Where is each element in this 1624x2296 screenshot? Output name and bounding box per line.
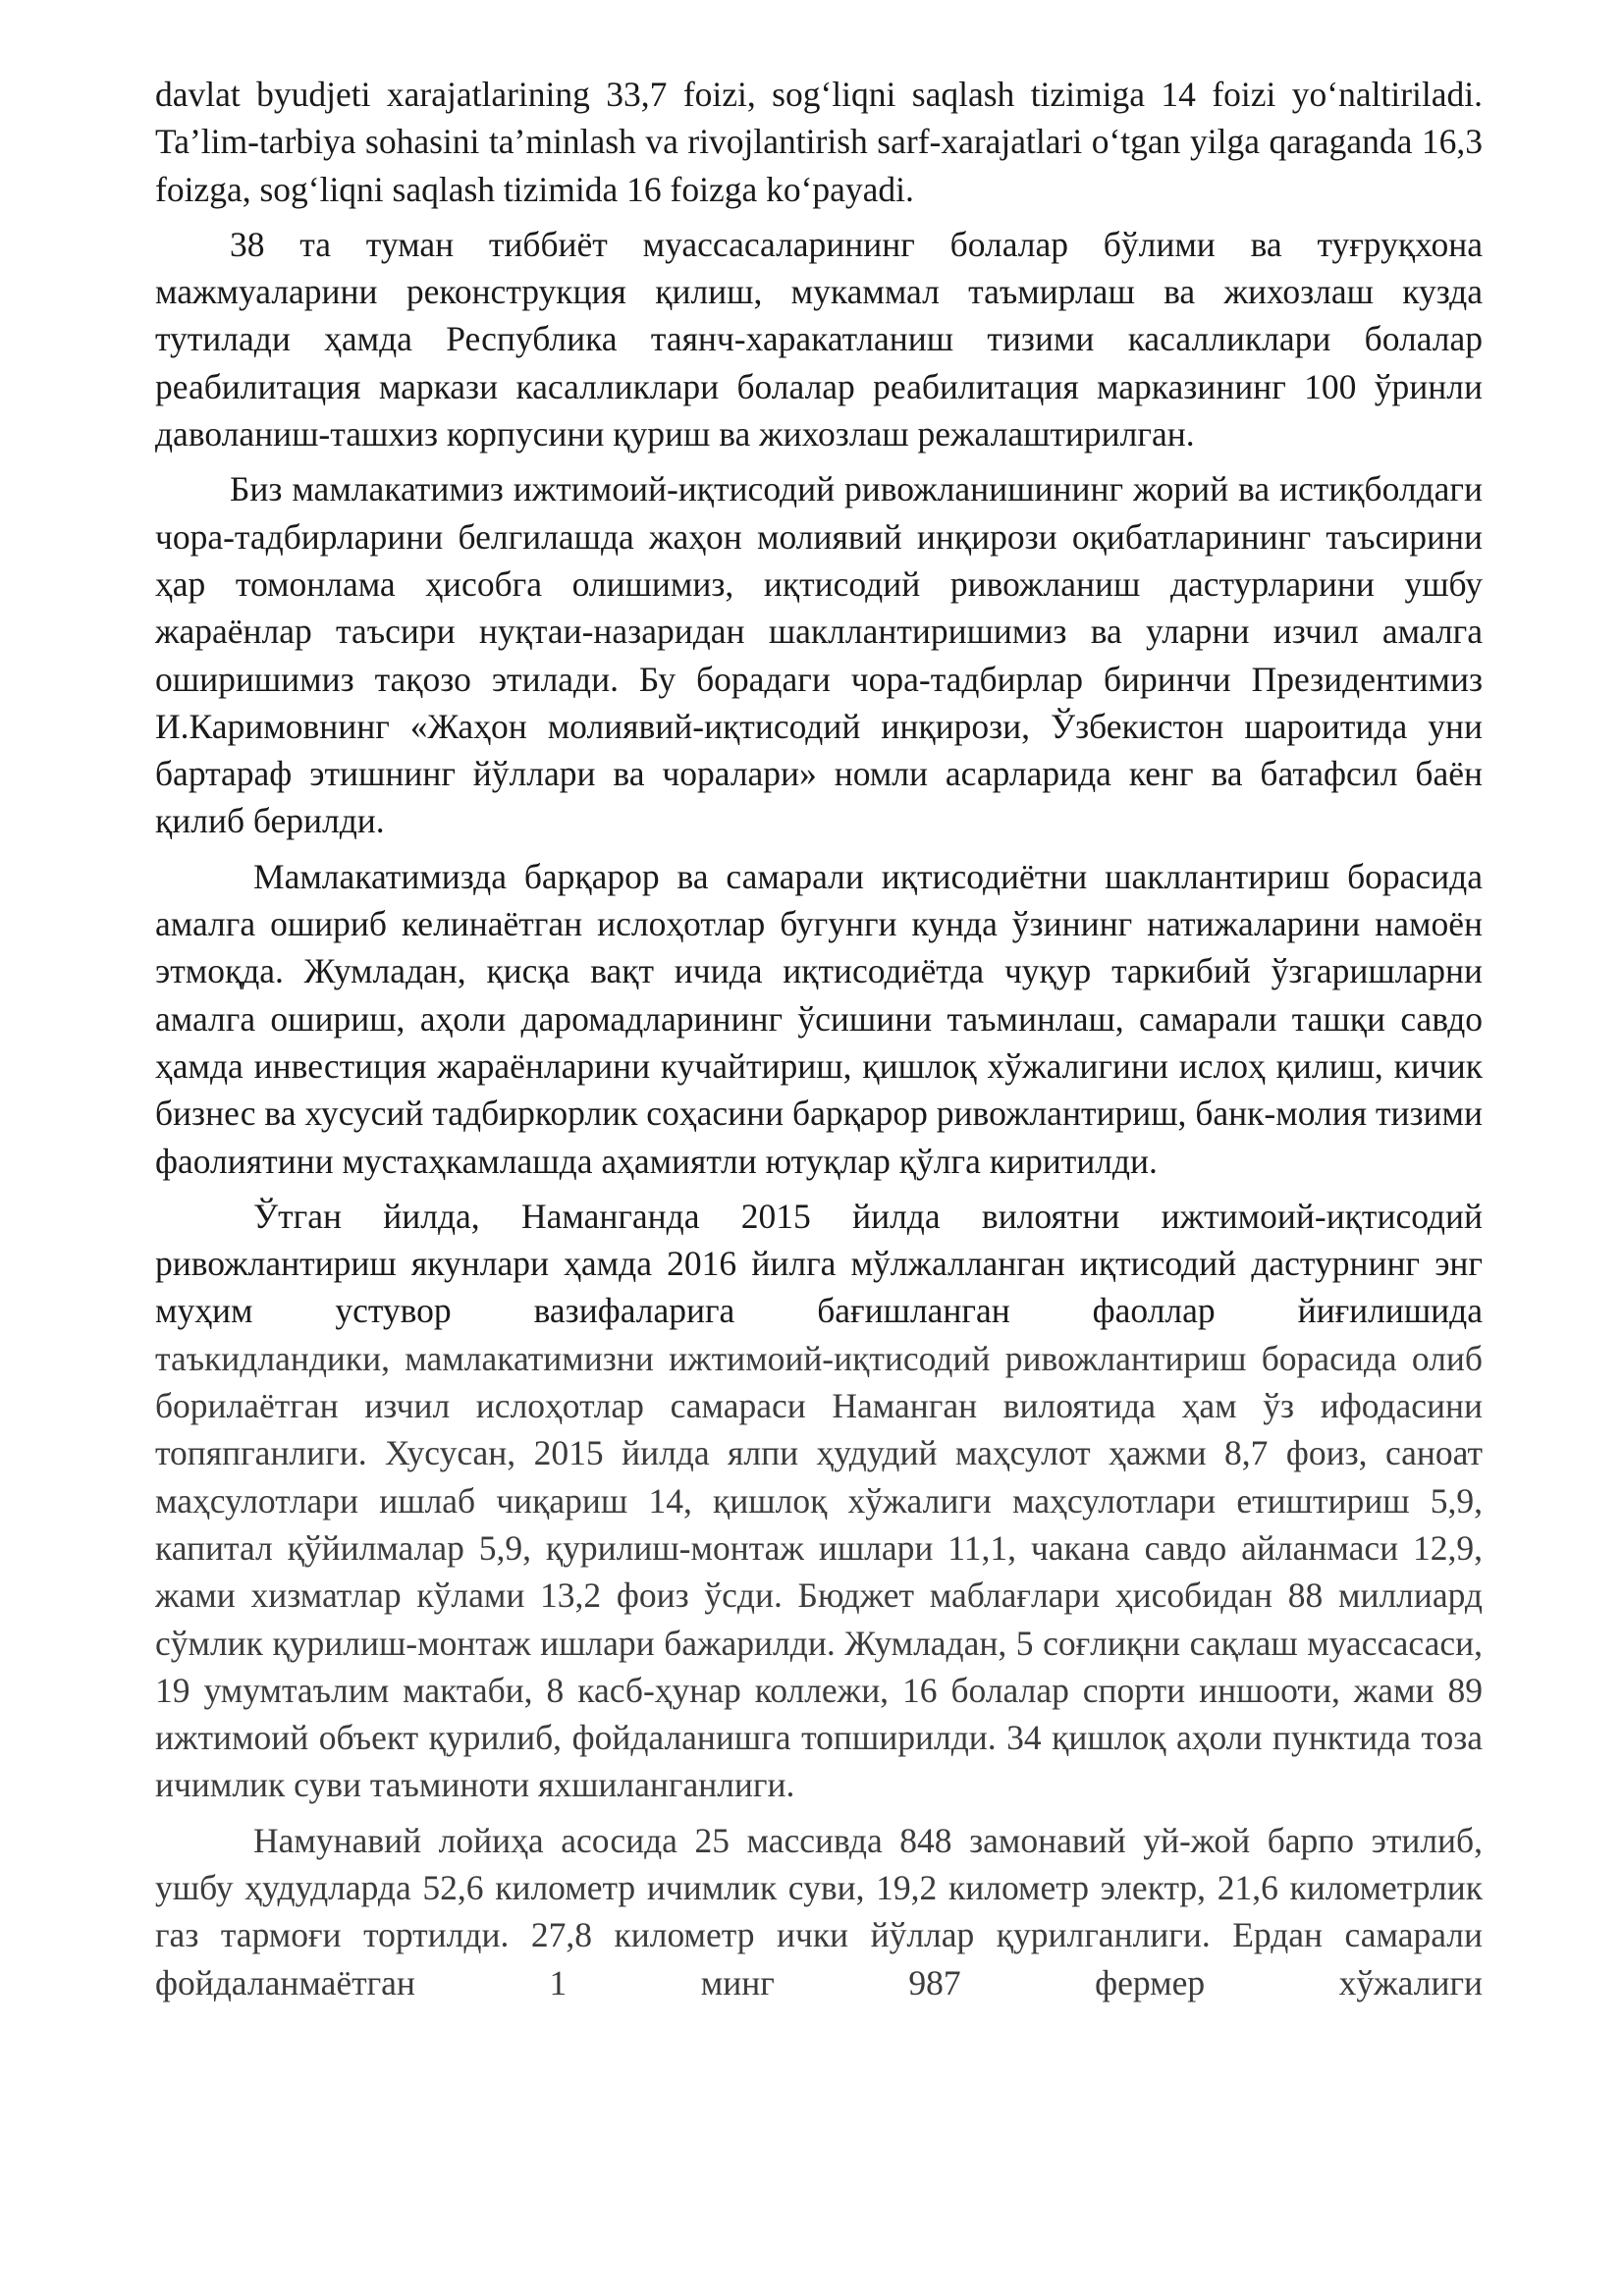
paragraph-namangan-meeting: Ўтган йилда, Наманганда 2015 йилда вилоятни ижтимоий-иқтисодий ривожлантириш якунлари ҳамда 2016 йилга мўлжалланган иқтисодий дастурнинг энг муҳим устувор вазифаларига бағишланган фаоллар йиғилишида bbox=[155, 1196, 1483, 1331]
paragraph-budget-latin: davlat byudjeti xarajatlarining 33,7 foizi, sog‘liqni saqlash tizimiga 14 foizi yo‘naltiriladi. Ta’lim-tarbiya sohasini ta’minlash va rivojlantirish sarf-xarajatlari o‘tgan yilga qaraganda 16,3 foizga, sog‘liqni saqlash tizimida 16 foizga ko‘payadi. bbox=[155, 75, 1483, 209]
paragraph-reforms-results: Мамлакатимизда барқарор ва самарали иқтисодиётни шакллантириш борасида амалга ошириб келинаётган ислоҳотлар бугунги кунда ўзининг натижаларини намоён этмоқда. Жумладан, қисқа вақт ичида иқтисодиётда чуқур таркибий ўзгаришларни амалга ошириш, аҳоли даромадларининг ўсишини таъминлаш, самарали ташқи савдо ҳамда инвестиция жараёнларини кучайтириш, қишлоқ хўжалигини ислоҳ қилиш, кичик бизнес ва хусусий тадбиркорлик соҳасини барқарор ривожлантириш, банк-молия тизими фаолиятини мустаҳкамлашда аҳамиятли ютуқлар қўлга киритилди. bbox=[155, 856, 1483, 1181]
paragraph-housing-construction: Намунавий лойиҳа асосида 25 массивда 848 замонавий уй-жой барпо этилиб, ушбу ҳудудларда 52,6 километр ичимлик суви, 19,2 километр электр, 21,6 километрлик газ тармоғи тортилди. 27,8 километр ички йўллар қурилганлиги. Ердан самарали фойдаланмаётган 1 минг 987 фермер хўжалиги bbox=[155, 1820, 1483, 2002]
paragraph-medical-institutions: 38 та туман тиббиёт муассасаларининг болалар бўлими ва туғруқхона мажмуаларини реконструкция қилиш, мукаммал таъмирлаш ва жихозлаш кузда тутилади ҳамда Республика таянч-харакатланиш тизими касалликлари болалар реабилитация маркази касалликлари болалар реабилитация марказининг 100 ўринли даволаниш-ташхиз корпусини қуриш ва жихозлаш режалаштирилган. bbox=[155, 224, 1483, 454]
paragraph-financial-crisis: Биз мамлакатимиз ижтимоий-иқтисодий ривожланишининг жорий ва истиқболдаги чора-тадбирларини белгилашда жаҳон молиявий инқирози оқибатларининг таъсирини ҳар томонлама ҳисобга олишимиз, иқтисодий ривожланиш дастурларини ушбу жараёнлар таъсири нуқтаи-назаридан шакллантиришимиз ва уларни изчил амалга оширишимиз тақозо этилади. Бу борадаги чора-тадбирлар биринчи Президентимиз И.Каримовнинг «Жаҳон молиявий-иқтисодий инқирози, Ўзбекистон шароитида уни бартараф этишнинг йўллари ва чоралари» номли асарларида кенг ва батафсил баён қилиб берилди. bbox=[155, 469, 1483, 841]
document-page bbox=[155, 71, 1483, 2006]
paragraph-namangan-statistics: таъкидландики, мамлакатимизни ижтимоий-иқтисодий ривожлантириш борасида олиб борилаётган изчил ислоҳотлар самараси Наманган вилоятида ҳам ўз ифодасини топяпганлиги. Хусусан, 2015 йилда ялпи ҳудудий маҳсулот ҳажми 8,7 фоиз, саноат маҳсулотлари ишлаб чиқариш 14, қишлоқ хўжалиги маҳсулотлари етиштириш 5,9, капитал қўйилмалар 5,9, қурилиш-монтаж ишлари 11,1, чакана савдо айланмаси 12,9, жами хизматлар кўлами 13,2 фоиз ўсди. Бюджет маблағлари ҳисобидан 88 миллиард сўмлик қурилиш-монтаж ишлари бажарилди. Жумладан, 5 соғлиқни сақлаш муассасаси, 19 умумтаълим мактаби, 8 касб-ҳунар коллежи, 16 болалар спорти иншооти, жами 89 ижтимоий объект қурилиб, фойдаланишга топширилди. 34 қишлоқ аҳоли пунктида тоза ичимлик суви таъминоти яхшиланганлиги. bbox=[155, 1338, 1483, 1805]
